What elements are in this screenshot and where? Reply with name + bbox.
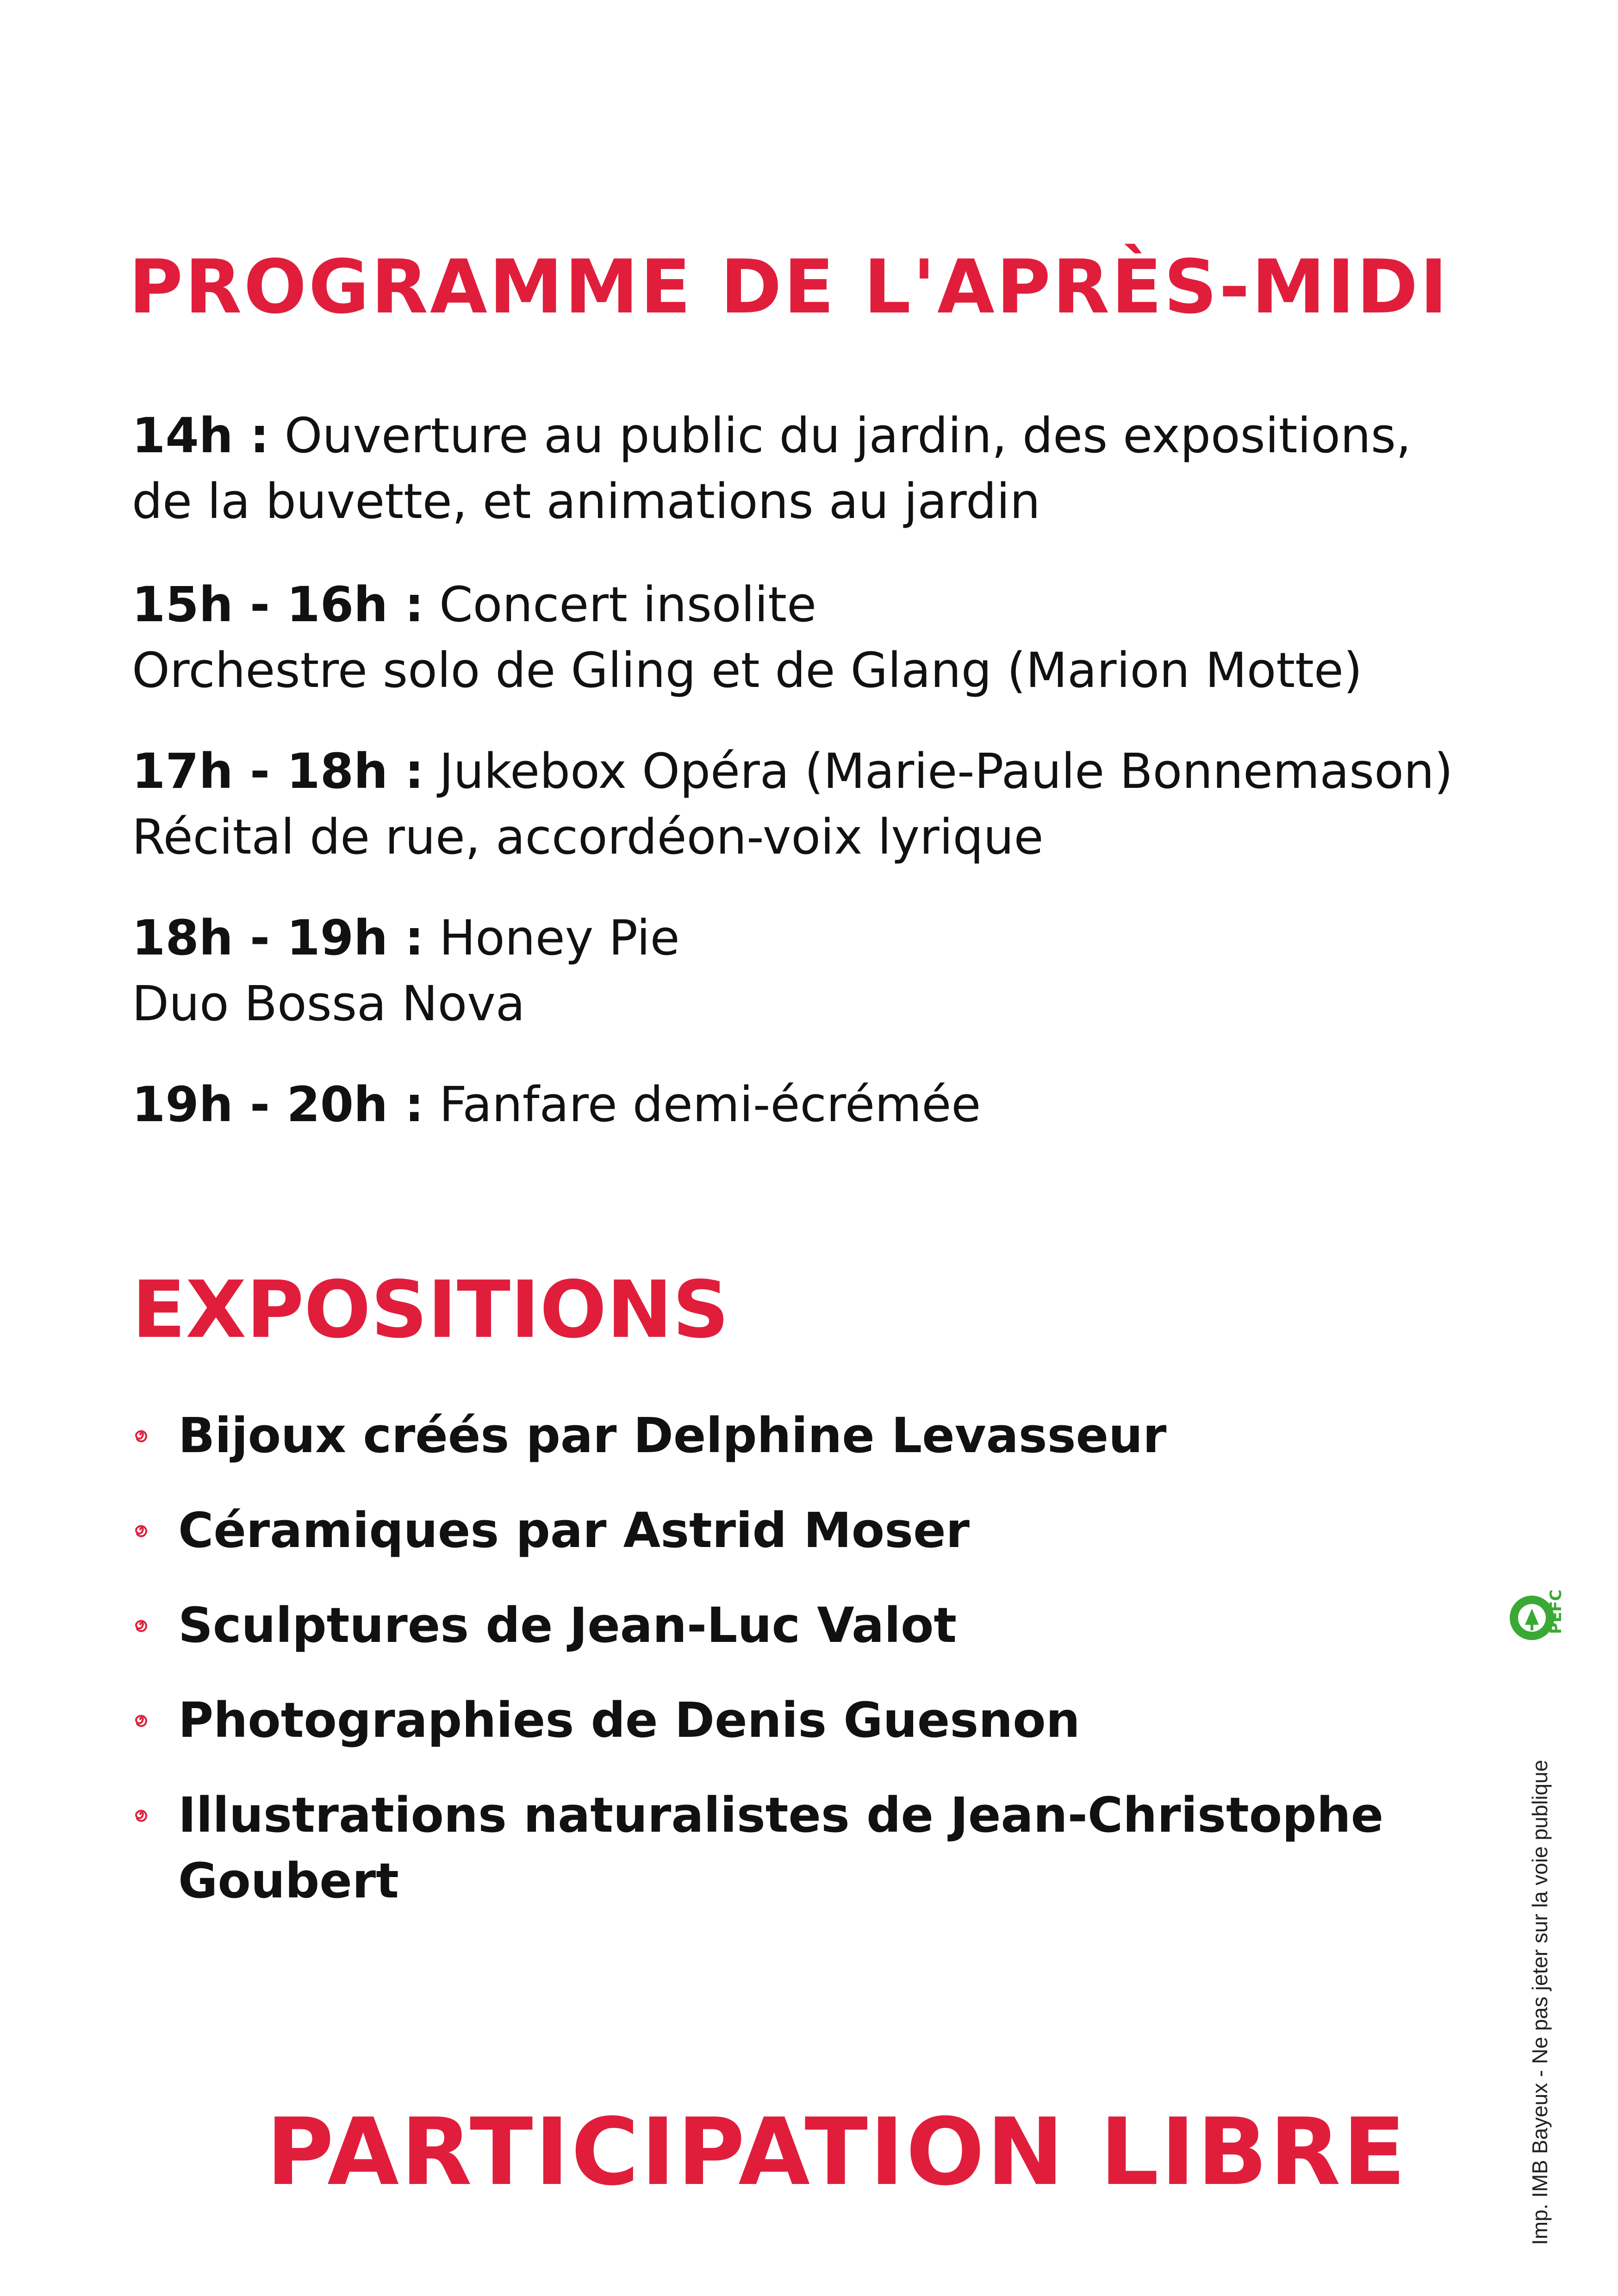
slot-line: Jukebox Opéra (Marie-Paule Bonnemason)	[423, 743, 1453, 799]
spiral-bullet-icon	[132, 1520, 150, 1539]
slot-line: Orchestre solo de Gling et de Glang (Marion Motte)	[132, 642, 1363, 699]
list-item	[132, 1782, 1383, 1914]
expositions-title: EXPOSITIONS	[132, 1264, 729, 1356]
schedule-slot	[132, 403, 1411, 534]
slot-line: de la buvette, et animations au jardin	[132, 473, 1040, 530]
slot-time: 19h - 20h :	[132, 1076, 424, 1133]
slot-line: Récital de rue, accordéon-voix lyrique	[132, 809, 1044, 865]
slot-line: Duo Bossa Nova	[132, 975, 525, 1032]
spiral-bullet-icon	[132, 1710, 150, 1728]
list-item	[132, 1592, 957, 1658]
slot-line: Fanfare demi-écrémée	[423, 1076, 981, 1133]
expo-line: Sculptures de Jean-Luc Valot	[178, 1597, 957, 1653]
spiral-bullet-icon	[132, 1615, 150, 1634]
spiral-bullet-icon	[132, 1805, 150, 1823]
expo-line: Photographies de Denis Guesnon	[178, 1692, 1080, 1748]
expo-line: Céramiques par Astrid Moser	[178, 1502, 970, 1559]
pefc-label: PEFC	[1547, 1589, 1565, 1634]
list-item	[132, 1497, 970, 1563]
list-item	[132, 1687, 1080, 1753]
schedule-slot	[132, 1072, 981, 1137]
slot-line: Honey Pie	[423, 910, 680, 966]
program-title: PROGRAMME DE L'APRÈS-MIDI	[129, 243, 1450, 330]
expo-line: Goubert	[178, 1853, 399, 1909]
slot-line: Ouverture au public du jardin, des expositions,	[269, 407, 1412, 464]
slot-line: Concert insolite	[423, 576, 817, 633]
list-item	[132, 1403, 1166, 1468]
expo-line: Illustrations naturalistes de Jean-Christophe	[178, 1787, 1384, 1843]
slot-time: 14h :	[132, 407, 269, 464]
spiral-bullet-icon	[132, 1425, 150, 1444]
participation-libre: PARTICIPATION LIBRE	[266, 2098, 1408, 2206]
pefc-logo-icon	[1506, 1588, 1581, 1648]
schedule-slot	[132, 572, 1363, 703]
imprint-note: Imp. IMB Bayeux - Ne pas jeter sur la voie publique	[1528, 1759, 1552, 2245]
slot-time: 15h - 16h :	[132, 576, 424, 633]
schedule-slot	[132, 738, 1453, 870]
schedule-slot	[132, 905, 680, 1036]
slot-time: 17h - 18h :	[132, 743, 424, 799]
slot-time: 18h - 19h :	[132, 910, 424, 966]
expo-line: Bijoux créés par Delphine Levasseur	[178, 1407, 1167, 1464]
